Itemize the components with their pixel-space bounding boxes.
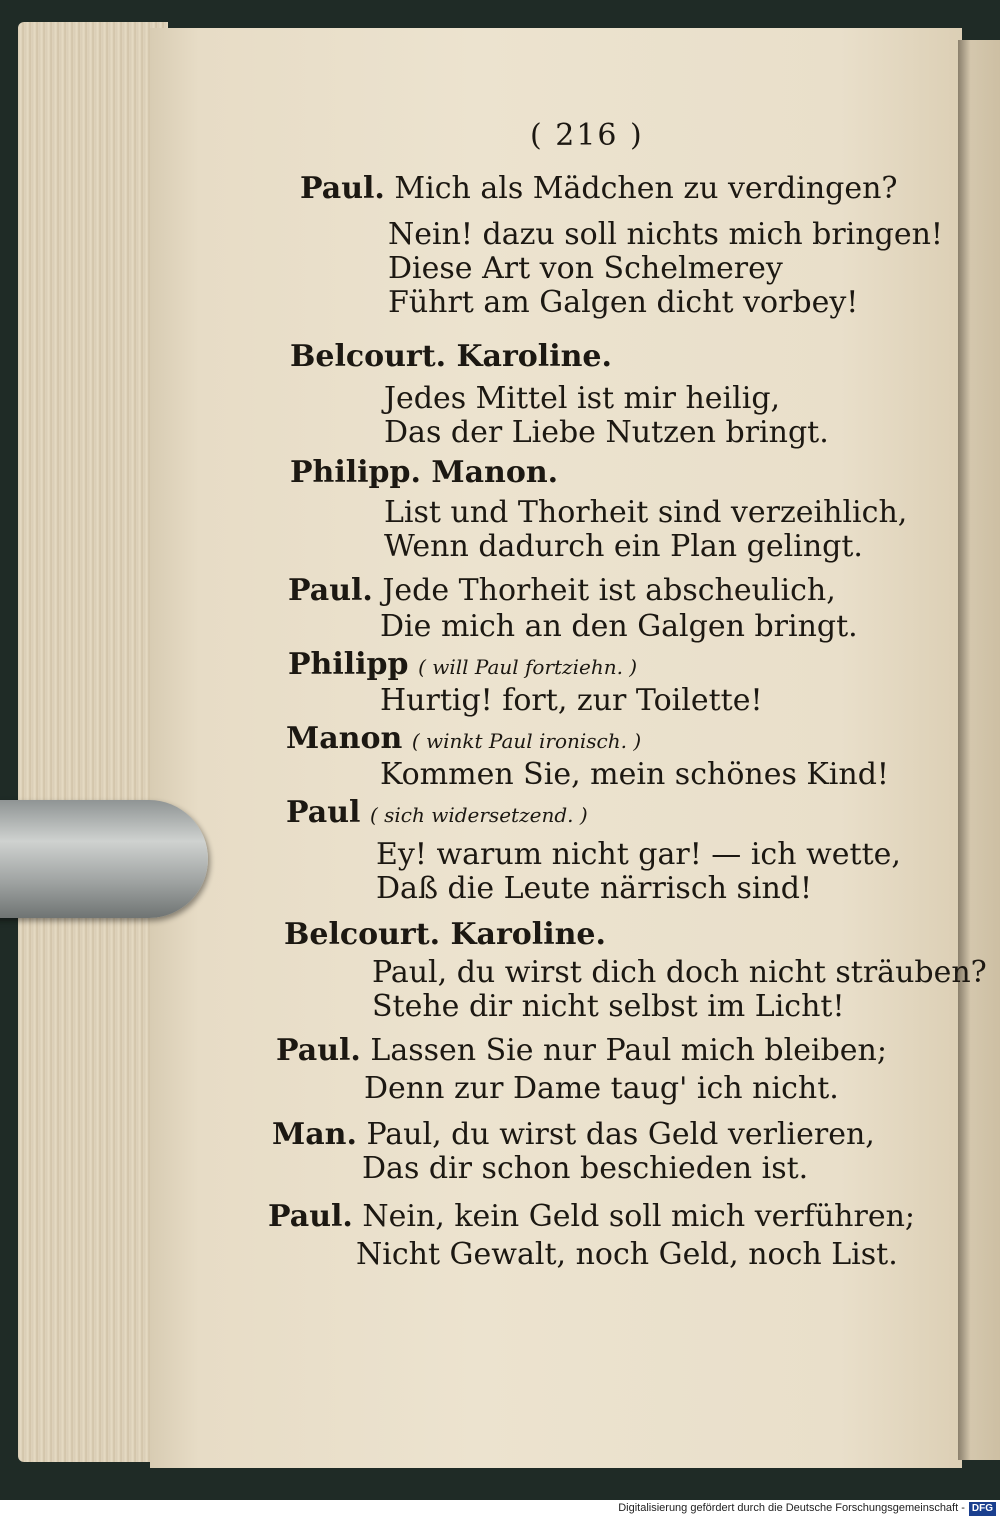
verse: Mich als Mädchen zu verdingen?: [394, 171, 898, 206]
line-3: Diese Art von Schelmerey: [388, 251, 783, 286]
line-16: Kommen Sie, mein schönes Kind!: [380, 757, 889, 792]
line-8-speaker: Philipp. Manon.: [290, 455, 559, 490]
line-12: Die mich an den Galgen bringt.: [380, 609, 858, 644]
verse: Lassen Sie nur Paul mich bleiben;: [370, 1033, 887, 1068]
line-5-speaker: Belcourt. Karoline.: [290, 339, 612, 374]
verse: Paul, du wirst das Geld verlieren,: [366, 1117, 875, 1152]
line-19: Daß die Leute närrisch sind!: [376, 871, 813, 906]
page-number: ( 216 ): [530, 118, 644, 153]
line-25: [272, 1118, 875, 1152]
line-18: Ey! warum nicht gar! — ich wette,: [376, 837, 901, 872]
stage-direction: ( winkt Paul ironisch. ): [411, 729, 642, 753]
line-1: [300, 172, 898, 206]
verse: Jede Thorheit ist abscheulich,: [382, 573, 836, 608]
verse: Nein, kein Geld soll mich verführen;: [362, 1199, 916, 1234]
speaker: Manon: [286, 721, 403, 756]
line-27: [268, 1200, 915, 1234]
speaker: Paul.: [268, 1199, 353, 1234]
stage-direction: ( sich widersetzend. ): [369, 803, 588, 827]
line-14: Hurtig! fort, zur Toilette!: [380, 683, 763, 718]
line-10: Wenn dadurch ein Plan gelingt.: [384, 529, 863, 564]
speaker: Philipp: [288, 647, 409, 682]
line-28: Nicht Gewalt, noch Geld, noch List.: [356, 1237, 898, 1272]
line-6: Jedes Mittel ist mir heilig,: [384, 381, 781, 416]
stage-direction: ( will Paul fortziehn. ): [418, 655, 638, 679]
line-22: Stehe dir nicht selbst im Licht!: [372, 989, 845, 1024]
line-26: Das dir schon beschieden ist.: [362, 1151, 809, 1186]
line-15: [286, 722, 641, 758]
speaker: Paul.: [288, 573, 373, 608]
speaker: Paul.: [276, 1033, 361, 1068]
line-17: [286, 796, 588, 832]
speaker: Paul: [286, 795, 361, 830]
line-9: List und Thorheit sind verzeihlich,: [384, 495, 908, 530]
line-7: Das der Liebe Nutzen bringt.: [384, 415, 829, 450]
speaker: Paul.: [300, 171, 385, 206]
line-20-speaker: Belcourt. Karoline.: [284, 917, 606, 952]
line-24: Denn zur Dame taug' ich nicht.: [364, 1071, 839, 1106]
dfg-logo-icon: DFG: [969, 1502, 996, 1516]
line-13: [288, 648, 637, 684]
funding-note: Digitalisierung gefördert durch die Deutsche Forschungsgemeinschaft -: [618, 1502, 965, 1514]
line-2: Nein! dazu soll nichts mich bringen!: [388, 217, 943, 252]
line-11: [288, 574, 836, 608]
line-21: Paul, du wirst dich doch nicht sträuben?: [372, 955, 987, 990]
line-4: Führt am Galgen dicht vorbey!: [388, 285, 859, 320]
footer-bar: [0, 1500, 1000, 1516]
speaker: Man.: [272, 1117, 357, 1152]
line-23: [276, 1034, 887, 1068]
